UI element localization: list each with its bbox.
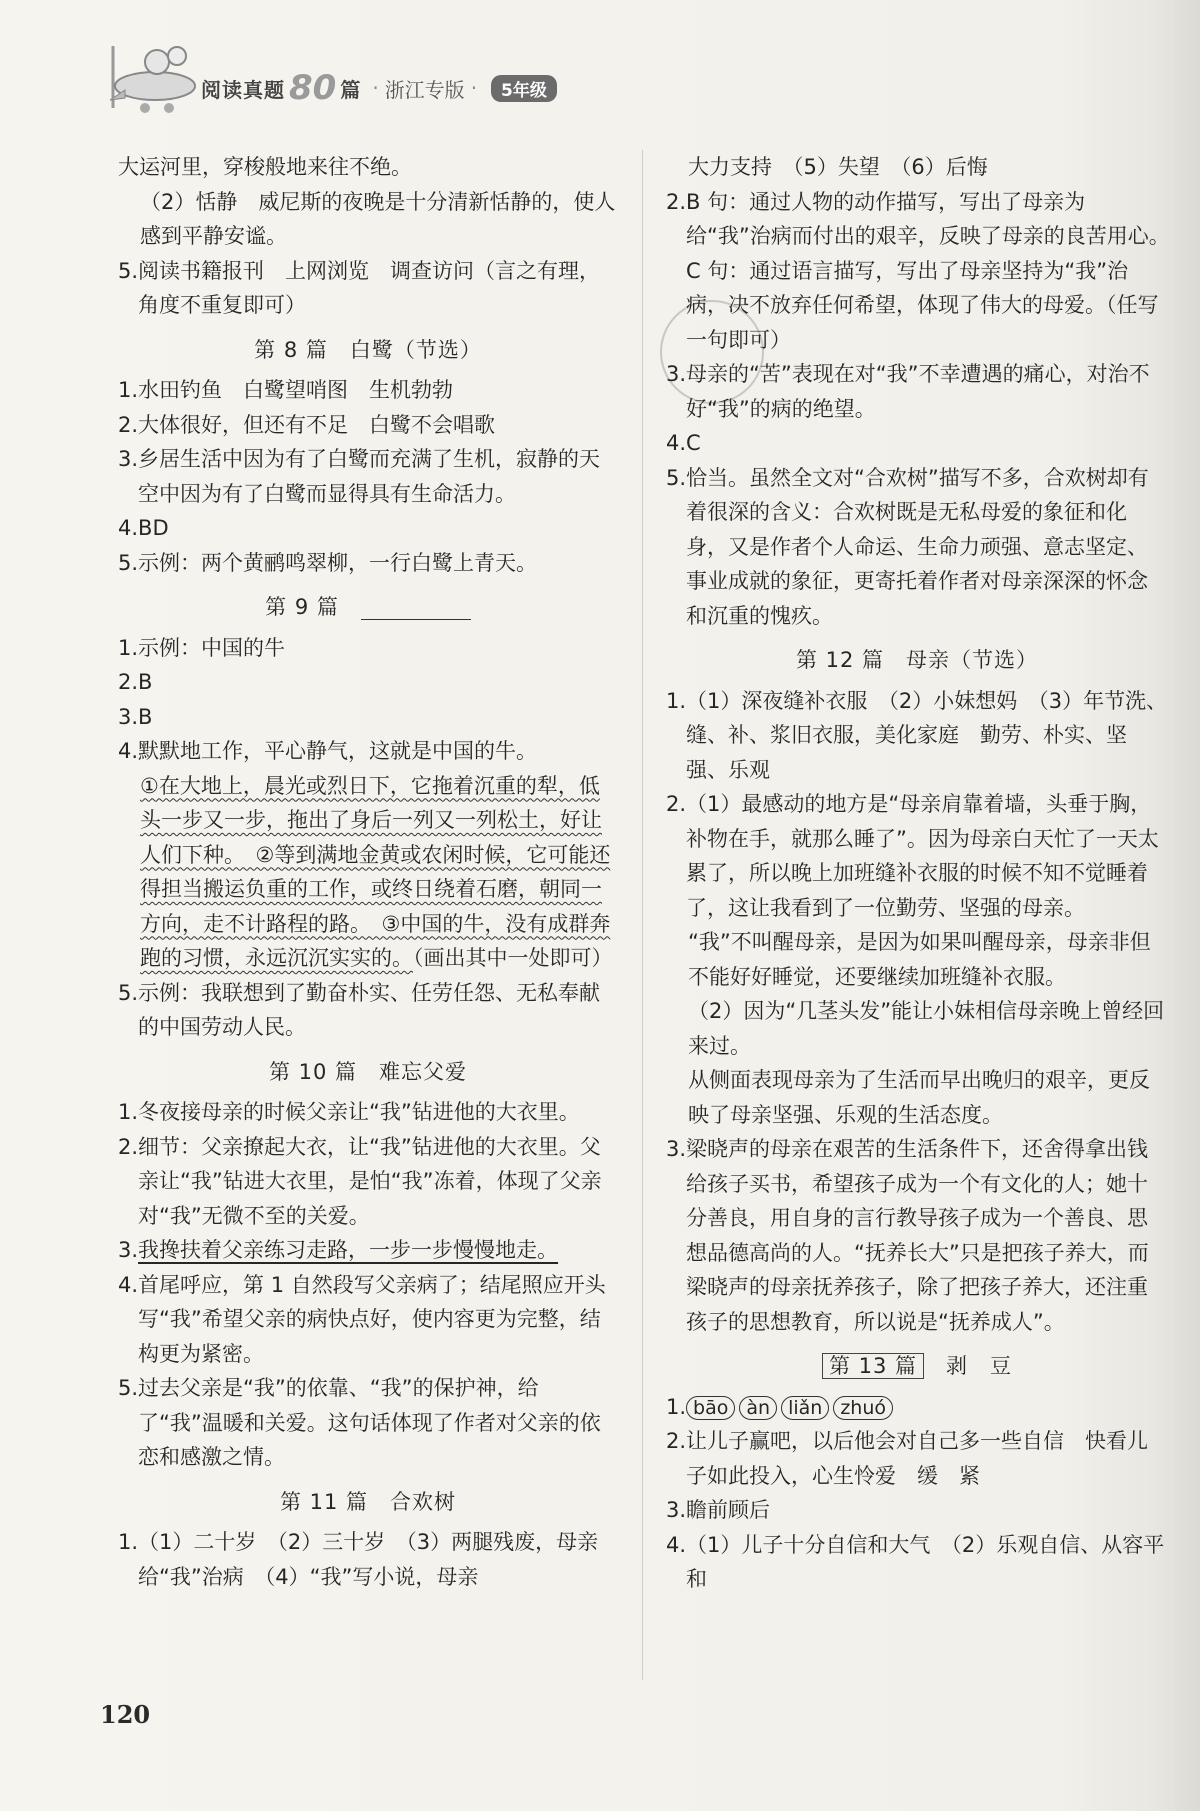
answer-text: 水田钓鱼 白鹭望哨图 生机勃勃 [138, 378, 454, 402]
answer-number: 3. [666, 1137, 687, 1161]
answer-continuation: “我”不叫醒母亲，是因为如果叫醒母亲，母亲非但不能好好睡觉，还要继续加班缝补衣服。 [688, 930, 1151, 989]
answer-item [666, 1424, 1168, 1493]
answer-text: 默默地工作，平心静气，这就是中国的牛。 [138, 739, 538, 763]
answer-text: 首尾呼应，第 1 自然段写父亲病了；结尾照应开头写“我”希望父亲的病快点好，使内容更为完整，结构更为紧密。 [138, 1272, 606, 1366]
section-number: 第 8 篇 [254, 337, 328, 362]
answer-number: 2. [666, 1429, 687, 1453]
header-title [201, 68, 557, 108]
answer-number: 2. [118, 1134, 139, 1159]
answer-number: 4. [118, 739, 139, 763]
answer-note: （画出其中一处即可） [413, 946, 613, 970]
pinyin-bubble: bāo [686, 1396, 735, 1420]
answer-text: 我搀扶着父亲练习走路，一步一步慢慢地走。 [138, 1238, 559, 1262]
section-title: 母亲（节选） [906, 648, 1039, 672]
answer-item [118, 665, 618, 700]
header [105, 28, 625, 118]
right-column [666, 150, 1181, 1597]
answer-number: 1. [118, 635, 139, 660]
answer-item [666, 357, 1168, 426]
answer-number: 2. [666, 189, 687, 214]
section-title: 合欢树 [390, 1489, 457, 1514]
answer-item [118, 373, 618, 408]
answer-text: （1）深夜缝补衣服 （2）小妹想妈 （3）年节洗、缝、补、浆旧衣服，美化家庭 勤劳、朴实、坚强、乐观 [686, 688, 1168, 782]
answer-number: 3. [118, 447, 139, 471]
answer-text: B 句：通过人物的动作描写，写出了母亲为给“我”治病而付出的艰辛，反映了母亲的良苦用心。 C 句：通过语言描写，写出了母亲坚持为“我”治病，决不放弃任何希望，体现了伟大的母爱。（任写一句即可） [686, 189, 1181, 352]
answer-item [118, 976, 618, 1045]
answer-item [666, 684, 1168, 788]
answer-continuation: 大力支持 （5）失望 （6）后悔 [688, 155, 988, 179]
pinyin-bubble: àn [739, 1396, 777, 1420]
answer-item [666, 461, 1168, 634]
answer-number: 3. [118, 1238, 139, 1262]
answer-continuation: （2）恬静 威尼斯的夜晚是十分清新恬静的，使人感到平静安谧。 [140, 189, 616, 248]
answer-item [666, 1528, 1168, 1597]
answer-continuation: 大运河里，穿梭般地来往不绝。 [118, 155, 412, 179]
answer-text: 瞻前顾后 [686, 1498, 771, 1522]
answer-text: 乡居生活中因为有了白鹭而充满了生机，寂静的天空中因为有了白鹭而显得具有生命活力。 [138, 447, 601, 506]
answer-text: （1）二十岁 （2）三十岁 （3）两腿残废，母亲给“我”治病 （4）“我”写小说，母亲 [138, 1530, 599, 1589]
separator-dot: · [470, 76, 478, 100]
answer-item [666, 426, 1168, 461]
answer-text: 恰当。虽然全文对“合欢树”描写不多，合欢树却有着很深的含义：合欢树既是无私母爱的象征和化身，又是作者个人命运、生命力顽强、意志坚定、事业成就的象征，更寄托着作者对母亲深深的怀念和沉重的愧疚。 [686, 465, 1149, 628]
answer-number: 3. [666, 362, 687, 386]
section-title: 剥 豆 [946, 1354, 1013, 1378]
section-number: 第 12 篇 [795, 648, 885, 672]
answer-continuation: （2）因为“几茎头发”能让小妹相信母亲晚上曾经回来过。 [688, 999, 1165, 1058]
answer-text: 冬夜接母亲的时候父亲让“我”钻进他的大衣里。 [138, 1100, 580, 1124]
answer-text: （1）最感动的地方是“母亲肩靠着墙，头垂于胸，补物在手，就那么睡了”。因为母亲白天忙了一天太累了，所以晚上加班缝补衣服的时候不知不觉睡着了，这让我看到了一位勤劳、坚强的母亲。 [686, 792, 1159, 920]
answer-item [666, 1493, 1168, 1528]
answer-text: 示例：我联想到了勤奋朴实、任劳任怨、无私奉献的中国劳动人民。 [138, 980, 601, 1039]
wavy-answer: ①在大地上，晨光或烈日下，它拖着沉重的犁，低头一步又一步，拖出了身后一列又一列松土，好让人们下种。 ②等到满地金黄或农闲时候，它可能还得担当搬运负重的工作，或终日绕着石磨，朝同一方向，走不计路程的路。 ③中国的牛，没有成群奔跑的习惯，永远沉沉实实的。 [140, 773, 611, 970]
section-heading-10 [118, 1055, 618, 1090]
page-number: 120 [100, 1700, 151, 1729]
answer-text: BD [138, 516, 169, 540]
answer-item [118, 511, 618, 546]
answer-number: 5. [118, 258, 139, 283]
answer-text: B [138, 704, 153, 729]
blank-title-line [361, 597, 471, 620]
series-number: 80 [289, 68, 337, 108]
answer-text: 过去父亲是“我”的依靠、“我”的保护神，给了“我”温暖和关爱。这句话体现了作者对父亲的依恋和感激之情。 [138, 1376, 601, 1469]
answer-number: 5. [666, 465, 687, 490]
separator-dot: · [372, 76, 379, 100]
answer-text: 母亲的“苦”表现在对“我”不幸遭遇的痛心，对治不好“我”的病的绝望。 [686, 362, 1150, 421]
answer-number: 4. [666, 431, 687, 455]
answer-text: 阅读书籍报刊 上网浏览 调查访问（言之有理，角度不重复即可） [138, 258, 601, 317]
section-number: 第 9 篇 [265, 595, 339, 619]
pinyin-bubble: zhuó [833, 1396, 893, 1420]
answer-number: 1. [666, 1394, 687, 1419]
section-number: 第 10 篇 [268, 1059, 358, 1084]
answer-number: 4. [118, 1272, 139, 1297]
answer-number: 1. [118, 378, 139, 402]
answer-number: 2. [666, 792, 687, 816]
answer-text: 示例：两个黄鹂鸣翠柳，一行白鹭上青天。 [138, 550, 538, 575]
answer-item [118, 631, 618, 666]
grade-badge: 5年级 [491, 75, 557, 102]
answer-number: 1. [118, 1100, 139, 1124]
answer-text: （1）儿子十分自信和大气 （2）乐观自信、从容平和 [686, 1532, 1165, 1591]
answer-item [118, 254, 618, 323]
answer-item [666, 1390, 1168, 1425]
edition-label: 浙江专版 [384, 77, 465, 102]
section-heading-13 [666, 1349, 1168, 1384]
answer-text: 让儿子赢吧，以后他会对自己多一些自信 快看儿子如此投入，心生怜爱 缓 紧 [686, 1429, 1149, 1488]
answer-number: 3. [118, 704, 139, 729]
answer-text: 细节：父亲撩起大衣，让“我”钻进他的大衣里。父亲让“我”钻进大衣里，是怕“我”冻着，体现了父亲对“我”无微不至的关爱。 [138, 1134, 602, 1228]
series-name: 阅读真题 [201, 77, 285, 102]
cartoon-plane-icon [105, 28, 200, 118]
answer-item [118, 1233, 618, 1268]
answer-item [118, 1095, 618, 1130]
section-title: 难忘父爱 [379, 1059, 468, 1084]
answer-number: 5. [118, 980, 139, 1005]
answer-item [118, 408, 618, 443]
answer-number: 4. [118, 516, 139, 540]
answer-number: 4. [666, 1532, 687, 1557]
answer-text: B [138, 670, 153, 694]
answer-item [118, 734, 618, 769]
section-heading-12 [666, 643, 1168, 678]
section-number: 第 11 篇 [279, 1489, 369, 1514]
answer-number: 3. [666, 1498, 687, 1522]
answer-number: 1. [118, 1530, 139, 1554]
answer-item [666, 185, 1181, 358]
answer-text: 大体很好，但还有不足 白鹭不会唱歌 [138, 412, 496, 437]
answer-number: 2. [118, 412, 139, 437]
answer-number: 2. [118, 670, 139, 694]
answer-number: 5. [118, 550, 139, 575]
answer-item [118, 442, 618, 511]
answer-item [666, 787, 1168, 925]
section-heading-8 [118, 333, 618, 368]
section-title: 白鹭（节选） [349, 337, 482, 362]
answer-continuation: 从侧面表现母亲为了生活而早出晚归的艰辛，更反映了母亲坚强、乐观的生活态度。 [688, 1068, 1150, 1127]
answer-item [118, 546, 618, 581]
section-number: 第 13 篇 [822, 1353, 924, 1379]
watermark [20, 1330, 740, 1540]
series-unit: 篇 [340, 77, 361, 102]
answer-number: 5. [118, 1376, 139, 1400]
answer-text: 梁晓声的母亲在艰苦的生活条件下，还舍得拿出钱给孩子买书，希望孩子成为一个有文化的人；她十分善良，用自身的言行教导孩子成为一个善良、思想品德高尚的人。“抚养长大”只是把孩子养大，而梁晓声的母亲抚养孩子，除了把孩子养大，还注重孩子的思想教育，所以说是“抚养成人”。 [686, 1137, 1149, 1334]
pinyin-answers [686, 1390, 1168, 1425]
answer-number: 1. [666, 688, 687, 713]
answer-item [118, 700, 618, 735]
pinyin-bubble: liǎn [781, 1396, 829, 1420]
answer-text: 示例：中国的牛 [138, 635, 286, 660]
section-heading-9 [118, 590, 618, 625]
answer-text: C [686, 431, 701, 455]
answer-item [666, 1132, 1168, 1339]
wavy-underlined-text [118, 769, 618, 976]
answer-item [118, 1130, 618, 1234]
